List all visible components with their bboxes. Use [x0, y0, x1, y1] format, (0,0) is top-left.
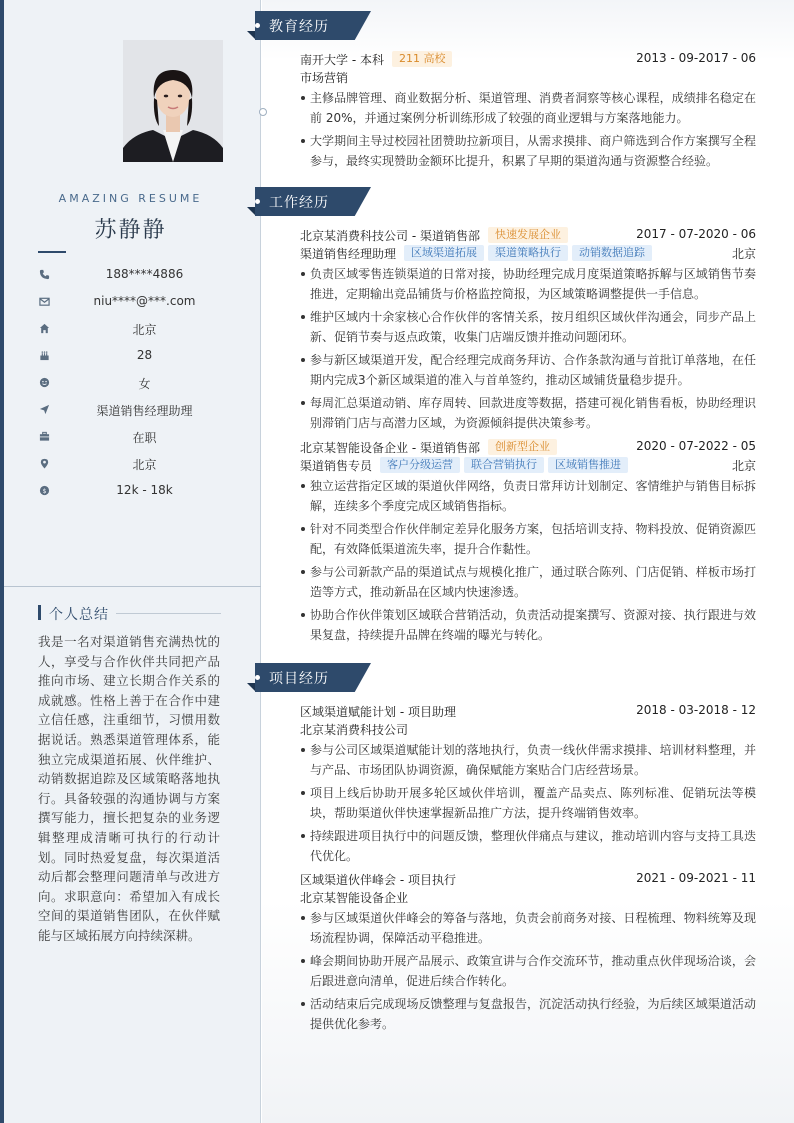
- company-tag: 创新型企业: [488, 439, 557, 455]
- education-bullet: 大学期间主导过校园社团赞助拉新项目，从需求摸排、商户筛选到合作方案撰写全程参与，最终实现赞助金额环比提升，积累了早期的渠道沟通与资源整合经验。: [300, 131, 756, 171]
- section-bullet: [255, 23, 260, 28]
- job-role-row: [300, 456, 756, 474]
- company-name: 北京某消费科技公司 - 渠道销售部: [300, 229, 480, 243]
- target-role-text: 渠道销售经理助理: [96, 404, 193, 418]
- education-entry: [300, 50, 756, 174]
- city-text: 北京: [132, 323, 157, 337]
- job-role: 渠道销售专员: [300, 459, 373, 473]
- job-header-row: [300, 438, 756, 456]
- contact-info-list: [0, 264, 261, 507]
- job-city: 北京: [731, 247, 756, 261]
- email-text: niu****@***.com: [93, 294, 196, 308]
- section-bullet: [255, 675, 260, 680]
- work-entry-2: [300, 438, 756, 648]
- school-tag: 211 高校: [392, 51, 453, 67]
- section-fold: [247, 31, 256, 40]
- project-header-row: [300, 870, 756, 888]
- major: 市场营销: [300, 71, 349, 85]
- skill-tag: 客户分级运营: [380, 457, 460, 473]
- education-major-row: [300, 68, 756, 86]
- summary-title: 个人总结: [49, 607, 109, 623]
- section-title-education: 教育经历: [269, 19, 329, 35]
- job-bullets: [300, 476, 756, 645]
- school-name: 南开大学 - 本科: [300, 53, 384, 67]
- education-header-row: [300, 50, 756, 68]
- section-title-work: 工作经历: [269, 195, 329, 211]
- info-row-status: [0, 426, 261, 453]
- age-text: 28: [136, 348, 153, 362]
- project-bullet: 持续跟进项目执行中的问题反馈，整理伙伴痛点与建议，推动培训内容与支持工具迭代优化。: [300, 826, 756, 866]
- cake-icon: [38, 349, 50, 361]
- status-text: 在职: [132, 431, 157, 445]
- section-header-education: [247, 11, 372, 40]
- job-header-row: [300, 226, 756, 244]
- job-bullet: 参与公司新款产品的渠道试点与规模化推广，通过联合陈列、门店促销、样板市场打造等方式，推动新品在区域内快速渗透。: [300, 562, 756, 602]
- skill-tag: 区域销售推进: [548, 457, 628, 473]
- gender-text: 女: [138, 377, 151, 391]
- summary-text: 我是一名对渠道销售充满热忱的人，享受与合作伙伴共同把产品推向市场、建立长期合作关系的成就感。性格上善于在合作中建立信任感，注重细节，习惯用数据说话。熟悉渠道管理体系，能独立完成渠道拓展、伙伴维护、动销数据追踪及区域策略落地执行。具备较强的沟通协调与方案撰写能力，擅长把复杂的业务逻辑整理成清晰可执行的行动计划。同时热爱复盘，每次渠道活动后都会整理问题清单与改进方向。求职意向：希望加入有成长空间的渠道销售团队，在伙伴赋能与区域拓展方向持续深耕。: [38, 634, 220, 943]
- send-icon: [38, 403, 50, 415]
- svg-text:$: $: [41, 486, 47, 495]
- job-bullet: 参与新区域渠道开发，配合经理完成商务拜访、合作条款沟通与首批订单落地，在任期内完成3个新区域渠道的准入与首单签约，推动区域铺货量稳步提升。: [300, 350, 756, 390]
- location-icon: [38, 457, 50, 469]
- job-bullet: 独立运营指定区域的渠道伙伴网络，负责日常拜访计划制定、客情维护与销售目标拆解，连续多个季度完成区域销售指标。: [300, 476, 756, 516]
- project-bullet: 参与区域渠道伙伴峰会的筹备与落地，负责会前商务对接、日程梳理、物料统筹及现场流程协调，保障活动平稳推进。: [300, 908, 756, 948]
- job-role: 渠道销售经理助理: [300, 247, 397, 261]
- info-row-location: [0, 453, 261, 480]
- section-title-projects: 项目经历: [269, 671, 329, 687]
- project-period: 2018 - 03-2018 - 12: [636, 703, 756, 717]
- job-period: 2020 - 07-2022 - 05: [636, 439, 756, 453]
- candidate-name: 苏静静: [94, 218, 167, 243]
- company-tag: 快速发展企业: [488, 227, 568, 243]
- section-bullet: [255, 199, 260, 204]
- job-bullet: 维护区域内十余家核心合作伙伴的客情关系，按月组织区域伙伴沟通会，同步产品上新、促销节奏与返点政策，收集门店端反馈并推动问题闭环。: [300, 307, 756, 347]
- info-row-age: [0, 345, 261, 372]
- info-row-salary: [0, 480, 261, 507]
- skill-tag: 区域渠道拓展: [404, 245, 484, 261]
- project-bullet: 峰会期间协助开展产品展示、政策宣讲与合作交流环节，推动重点伙伴现场洽谈，会后跟进意向清单，促进后续合作转化。: [300, 951, 756, 991]
- project-bullets: [300, 908, 756, 1034]
- timeline-dot: [259, 108, 267, 116]
- salary-text: 12k - 18k: [116, 483, 173, 497]
- job-bullet: 每周汇总渠道动销、库存周转、回款进度等数据，搭建可视化销售看板，协助经理识别滞销门店与高潜力区域，为资源倾斜提供决策参考。: [300, 393, 756, 433]
- main-content: [262, 0, 794, 1123]
- home-icon: [38, 322, 50, 334]
- skill-tag: 联合营销执行: [464, 457, 544, 473]
- sidebar-divider: [4, 586, 261, 587]
- phone-icon: [38, 268, 50, 280]
- job-period: 2017 - 07-2020 - 06: [636, 227, 756, 241]
- skill-tag: 动销数据追踪: [572, 245, 652, 261]
- skill-tag: 渠道策略执行: [488, 245, 568, 261]
- project-org-row: [300, 720, 756, 738]
- brand-text: AMAZING RESUME: [58, 192, 203, 205]
- section-header-work: [247, 187, 372, 216]
- project-header-row: [300, 702, 756, 720]
- money-icon: [38, 484, 50, 496]
- summary-accent-bar: [38, 605, 41, 620]
- project-bullet: 参与公司区域渠道赋能计划的落地执行，负责一线伙伴需求摸排、培训材料整理，并与产品、市场团队协调资源，确保赋能方案贴合门店经营场景。: [300, 740, 756, 780]
- job-bullets: [300, 264, 756, 433]
- job-role-row: [300, 244, 756, 262]
- project-bullet: 活动结束后完成现场反馈整理与复盘报告，沉淀活动执行经验，为后续区域渠道活动提供优化参考。: [300, 994, 756, 1034]
- sidebar: [0, 0, 261, 1123]
- info-row-phone: [0, 264, 261, 291]
- education-bullet: 主修品牌管理、商业数据分析、渠道管理、消费者洞察等核心课程，成绩排名稳定在前 20%，并通过案例分析训练形成了较强的商业逻辑与方案落地能力。: [300, 88, 756, 128]
- phone-text: 188****4886: [105, 267, 184, 281]
- sidebar-accent-strip: [0, 0, 4, 1123]
- summary-header-line: [116, 613, 221, 614]
- location-text: 北京: [132, 458, 157, 472]
- email-icon: [38, 295, 50, 307]
- face-icon: [38, 376, 50, 388]
- summary-header: [38, 604, 221, 622]
- project-name: 区域渠道赋能计划 - 项目助理: [300, 705, 456, 719]
- profile-photo: [123, 40, 223, 162]
- project-period: 2021 - 09-2021 - 11: [636, 871, 756, 885]
- project-bullets: [300, 740, 756, 866]
- briefcase-icon: [38, 430, 50, 442]
- section-header-projects: [247, 663, 372, 692]
- section-fold: [247, 683, 256, 692]
- project-org: 北京某消费科技公司: [300, 723, 409, 737]
- company-name: 北京某智能设备企业 - 渠道销售部: [300, 441, 480, 455]
- project-name: 区域渠道伙伴峰会 - 项目执行: [300, 873, 456, 887]
- education-bullets: [300, 88, 756, 171]
- info-row-gender: [0, 372, 261, 399]
- job-bullet: 协助合作伙伴策划区域联合营销活动，负责活动提案撰写、资源对接、执行跟进与效果复盘，持续提升品牌在终端的曝光与转化。: [300, 605, 756, 645]
- job-bullet: 针对不同类型合作伙伴制定差异化服务方案，包括培训支持、物料投放、促销资源匹配，有效降低渠道流失率，提升合作黏性。: [300, 519, 756, 559]
- work-entry-1: [300, 226, 756, 436]
- project-bullet: 项目上线后协助开展多轮区域伙伴培训，覆盖产品卖点、陈列标准、促销玩法等模块，帮助渠道伙伴快速掌握新品推广方法，提升终端销售效率。: [300, 783, 756, 823]
- name-underline: [38, 251, 66, 253]
- project-entry-2: [300, 870, 756, 1037]
- section-fold: [247, 207, 256, 216]
- info-row-email: [0, 291, 261, 318]
- project-org: 北京某智能设备企业: [300, 891, 409, 905]
- project-entry-1: [300, 702, 756, 869]
- job-city: 北京: [731, 459, 756, 473]
- info-row-target-role: [0, 399, 261, 426]
- project-org-row: [300, 888, 756, 906]
- education-period: 2013 - 09-2017 - 06: [636, 51, 756, 65]
- info-row-city: [0, 318, 261, 345]
- job-bullet: 负责区域零售连锁渠道的日常对接，协助经理完成月度渠道策略拆解与区域销售节奏推进，定期输出竞品铺货与价格监控简报，为区域策略调整提供一手信息。: [300, 264, 756, 304]
